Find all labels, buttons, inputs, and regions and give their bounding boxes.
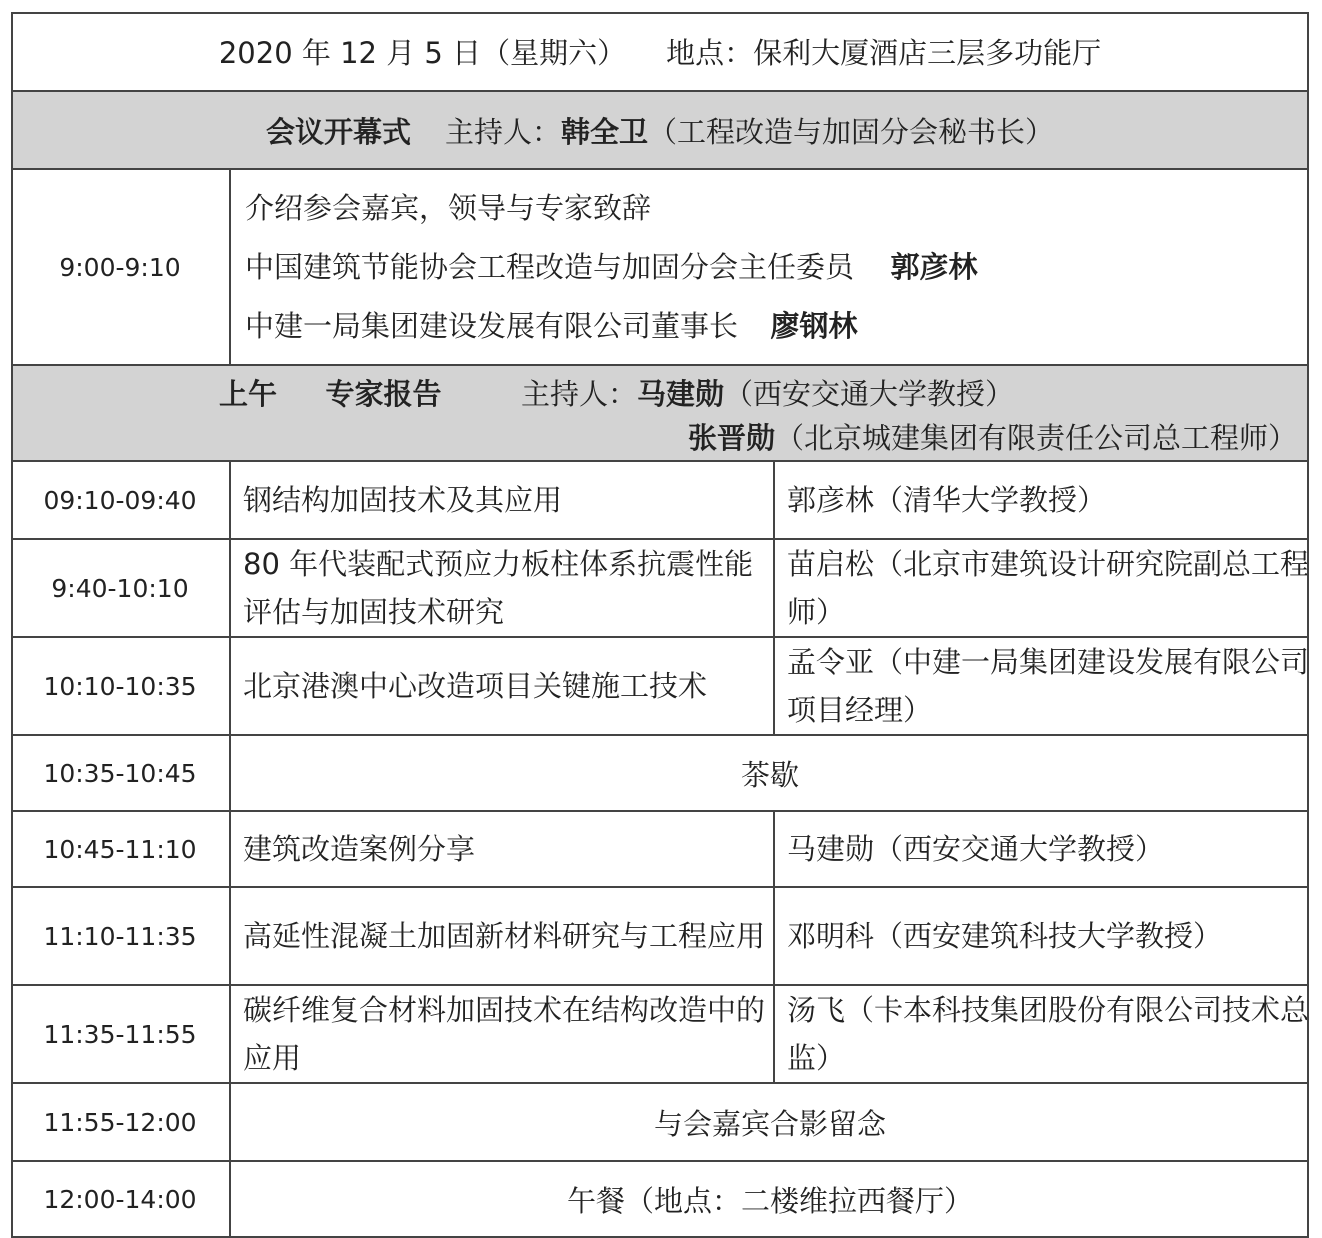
agenda-topic: 北京港澳中心改造项目关键施工技术 (229, 638, 773, 734)
agenda-row (11, 538, 1309, 636)
header-cell (11, 12, 1309, 90)
opening-line-1: 介绍参会嘉宾，领导与专家致辞 (245, 190, 652, 225)
lunch-row (11, 1160, 1309, 1238)
date-text: 2020 年 12 月 5 日（星期六） (218, 35, 627, 70)
agenda-time: 10:10-10:35 (43, 671, 197, 701)
morning-title: 专家报告 (325, 377, 442, 411)
agenda-speaker: 马建勋（西安交通大学教授） (773, 812, 1309, 886)
venue-text: 地点：保利大厦酒店三层多功能厅 (666, 35, 1102, 70)
agenda-row (11, 984, 1309, 1082)
header-row (11, 12, 1309, 90)
opening-row (11, 168, 1309, 364)
opening-time: 9:00-9:10 (59, 252, 181, 282)
agenda-time: 9:40-10:10 (51, 573, 189, 603)
agenda-topic: 高延性混凝土加固新材料研究与工程应用 (229, 888, 773, 984)
agenda-time: 10:45-11:10 (43, 834, 197, 864)
agenda-speaker: 苗启松（北京市建筑设计研究院副总工程师） (773, 540, 1309, 636)
agenda-row (11, 460, 1309, 538)
opening-header-cell (11, 92, 1309, 168)
agenda-time: 11:10-11:35 (43, 921, 197, 951)
agenda-time: 09:10-09:40 (43, 485, 197, 515)
agenda-time: 11:35-11:55 (43, 1019, 197, 1049)
opening-line-2: 中国建筑节能协会工程改造与加固分会主任委员 郭彦林 (245, 249, 978, 284)
agenda-speaker: 孟令亚（中建一局集团建设发展有限公司项目经理） (773, 638, 1309, 734)
opening-host-name: 韩全卫 (561, 114, 649, 149)
agenda-topic: 碳纤维复合材料加固技术在结构改造中的应用 (229, 986, 773, 1082)
opening-content (229, 170, 1309, 364)
agenda-speaker: 邓明科（西安建筑科技大学教授） (773, 888, 1309, 984)
agenda-row (11, 810, 1309, 886)
opening-line-3: 中建一局集团建设发展有限公司董事长 廖钢林 (245, 308, 858, 343)
opening-line-2-name: 郭彦林 (890, 249, 978, 284)
opening-line-3-name: 廖钢林 (770, 308, 858, 343)
photo-time: 11:55-12:00 (43, 1107, 197, 1137)
agenda-row (11, 886, 1309, 984)
agenda-row (11, 636, 1309, 734)
opening-host-role: （工程改造与加固分会秘书长） (648, 114, 1055, 149)
morning-host1-role: （西安交通大学教授） (724, 377, 1015, 411)
agenda-speaker: 汤飞（卡本科技集团股份有限公司技术总监） (773, 986, 1309, 1082)
morning-host2-name: 张晋勋 (687, 421, 775, 455)
lunch-label: 午餐（地点：二楼维拉西餐厅） (229, 1162, 1309, 1236)
opening-title: 会议开幕式 (265, 114, 411, 149)
schedule-table (11, 12, 1309, 1238)
lunch-time: 12:00-14:00 (43, 1184, 197, 1214)
opening-host-label: 主持人： (444, 114, 561, 149)
morning-host2-role: （北京城建集团有限责任公司总工程师） (774, 421, 1297, 455)
opening-header-row (11, 90, 1309, 168)
agenda-topic: 钢结构加固技术及其应用 (229, 462, 773, 538)
morning-label: 上午 (219, 377, 278, 411)
break-label: 茶歇 (229, 736, 1309, 810)
break-row (11, 734, 1309, 810)
morning-header-row (11, 364, 1309, 460)
morning-host1-name: 马建勋 (637, 377, 725, 411)
agenda-topic: 建筑改造案例分享 (229, 812, 773, 886)
photo-label: 与会嘉宾合影留念 (229, 1084, 1309, 1160)
morning-header-cell (11, 366, 1309, 460)
agenda-speaker: 郭彦林（清华大学教授） (773, 462, 1309, 538)
morning-host-label: 主持人： (521, 377, 638, 411)
photo-row (11, 1082, 1309, 1160)
break-time: 10:35-10:45 (43, 758, 197, 788)
agenda-topic: 80 年代装配式预应力板柱体系抗震性能评估与加固技术研究 (229, 540, 773, 636)
